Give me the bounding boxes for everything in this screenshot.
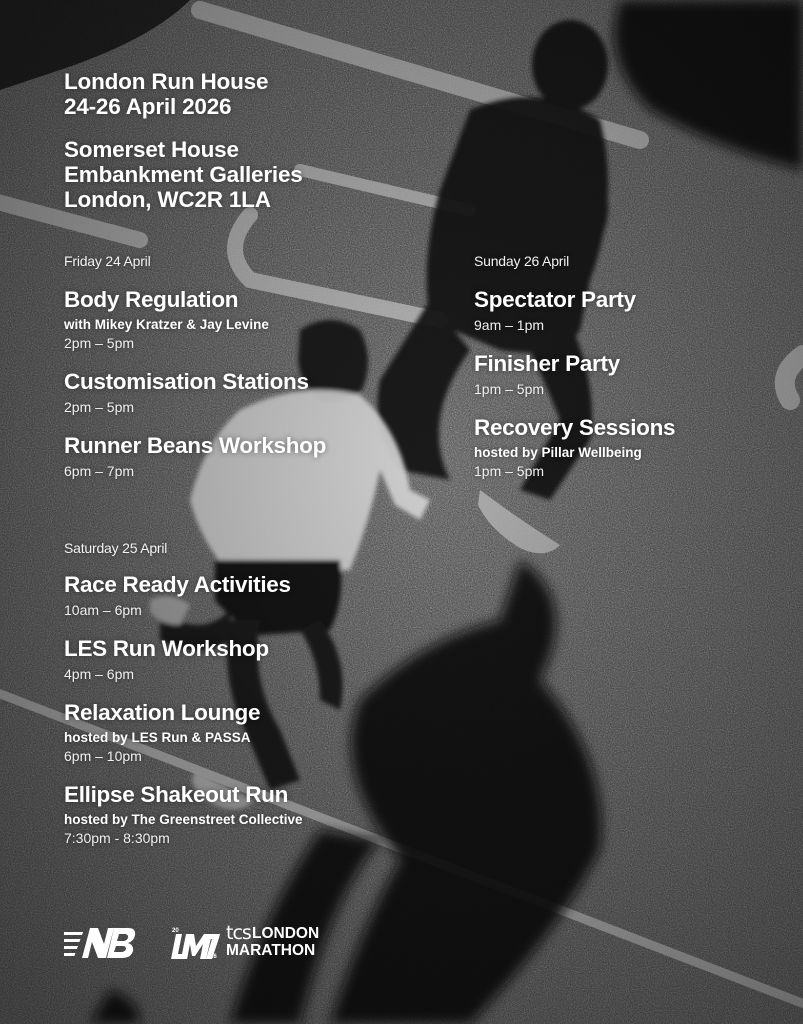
venue-address: London, WC2R 1LA	[64, 187, 271, 212]
event-item	[64, 636, 303, 683]
event-title-block	[64, 69, 268, 119]
event-time: 7:30pm - 8:30pm	[64, 830, 170, 846]
london-marathon-logo	[170, 924, 340, 964]
event-title: Customisation Stations	[64, 369, 309, 394]
event-item	[64, 433, 326, 480]
event-time: 2pm – 5pm	[64, 335, 135, 351]
event-title: London Run House	[64, 69, 269, 94]
venue-block	[64, 137, 303, 212]
friday-schedule	[64, 287, 326, 497]
event-item	[64, 572, 303, 619]
event-title: Ellipse Shakeout Run	[64, 782, 289, 807]
event-time: 4pm – 6pm	[64, 666, 135, 682]
venue-gallery: Embankment Galleries	[64, 162, 303, 187]
event-title: Recovery Sessions	[474, 415, 676, 440]
event-time: 9am – 1pm	[474, 317, 545, 333]
event-title: Spectator Party	[474, 287, 636, 312]
friday-day-label: Friday 24 April	[64, 253, 151, 269]
event-title: Body Regulation	[64, 287, 239, 312]
marathon-year-bottom: 26	[210, 954, 217, 960]
event-host: hosted by LES Run & PASSA	[64, 730, 251, 745]
marathon-sponsor: tcs	[226, 922, 251, 944]
event-time: 1pm – 5pm	[474, 381, 545, 397]
sunday-day-label: Sunday 26 April	[474, 253, 570, 269]
event-item	[64, 287, 326, 352]
event-item	[64, 700, 303, 765]
event-time: 1pm – 5pm	[474, 463, 545, 479]
event-time: 6pm – 10pm	[64, 748, 142, 764]
event-time: 6pm – 7pm	[64, 463, 135, 479]
event-item	[64, 782, 303, 847]
marathon-year-top: 20	[172, 928, 179, 934]
saturday-day-label: Saturday 25 April	[64, 540, 168, 556]
venue-name: Somerset House	[64, 137, 239, 162]
marathon-city: LONDON	[252, 925, 320, 942]
new-balance-logo	[64, 924, 136, 962]
event-host: hosted by Pillar Wellbeing	[474, 445, 642, 460]
event-title: LES Run Workshop	[64, 636, 269, 661]
event-time: 10am – 6pm	[64, 602, 142, 618]
event-dates: 24-26 April 2026	[64, 94, 232, 119]
event-host: hosted by The Greenstreet Collective	[64, 812, 303, 827]
saturday-schedule	[64, 572, 303, 864]
event-title: Finisher Party	[474, 351, 620, 376]
sunday-schedule	[474, 287, 675, 497]
marathon-name: MARATHON	[226, 942, 316, 959]
event-item	[64, 369, 326, 416]
event-time: 2pm – 5pm	[64, 399, 135, 415]
event-title: Race Ready Activities	[64, 572, 291, 597]
event-item	[474, 415, 675, 480]
event-item	[474, 287, 675, 334]
event-title: Runner Beans Workshop	[64, 433, 327, 458]
event-host: with Mikey Kratzer & Jay Levine	[64, 317, 269, 332]
event-item	[474, 351, 675, 398]
event-title: Relaxation Lounge	[64, 700, 261, 725]
